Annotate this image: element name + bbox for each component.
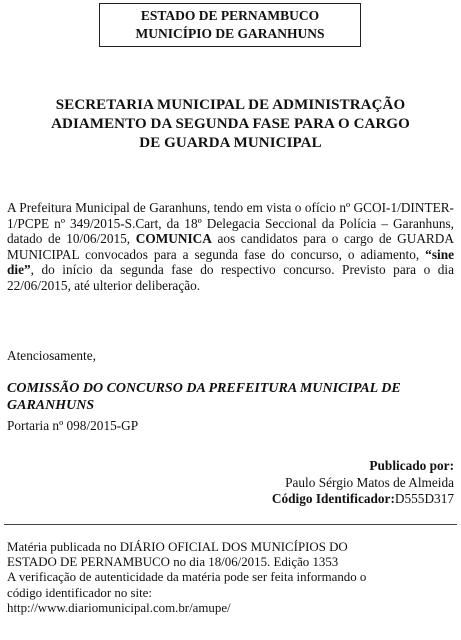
footer-line-2: ESTADO DE PERNAMBUCO no dia 18/06/2015. Edição 1353 — [7, 555, 339, 570]
announcement-body — [7, 200, 454, 293]
published-by-label: Publicado por: — [369, 458, 454, 473]
publisher-name: Paulo Sérgio Matos de Almeida — [285, 474, 454, 490]
body-text-part-1: A Prefeitura Municipal de Garanhuns, tendo em vista o ofício nº GCOI-1/DINTER-1/PCPE nº 349/2015-S.Cart, da 18º Delegacia Seccional da Polícia – Garanhuns, datado de 10/06/2015, — [7, 200, 454, 246]
closing-greeting: Atenciosamente, — [7, 348, 96, 363]
portaria-reference: Portaria nº 098/2015-GP — [7, 418, 139, 433]
state-name: ESTADO DE PERNAMBUCO — [140, 8, 320, 23]
title-line-3: DE GUARDA MUNICIPAL — [139, 135, 322, 151]
footer-line-4: código identificador no site: — [7, 585, 152, 600]
section-divider — [4, 524, 457, 525]
comunica-keyword: COMUNICA — [135, 231, 212, 246]
state-header — [99, 3, 361, 47]
footer-line-1: Matéria publicada no DIÁRIO OFICIAL DOS MUNICÍPIOS DO — [7, 540, 348, 554]
title-line-2: ADIAMENTO DA SEGUNDA FASE PARA O CARGO — [51, 116, 410, 132]
identifier-label: Código Identificador: — [271, 491, 395, 506]
commission-signature: COMISSÃO DO CONCURSO DA PREFEITURA MUNICIPAL DE GARANHUNS — [7, 381, 401, 413]
identifier-code: D555D317 — [394, 491, 454, 506]
municipality-name: MUNICÍPIO DE GARANHUNS — [135, 26, 325, 41]
publication-info — [272, 458, 454, 508]
identifier-line — [272, 491, 454, 508]
publication-footer — [7, 540, 447, 616]
footer-line-3: A verificação de autenticidade da matéria pode ser feita informando o — [7, 570, 367, 585]
document-title — [6, 96, 455, 153]
verification-url: http://www.diariomunicipal.com.br/amupe/ — [7, 600, 231, 615]
body-text-part-3: , do início da segunda fase do respectivo concurso. Previsto para o dia 22/06/2015, até ulterior deliberação. — [7, 262, 454, 293]
title-line-1: SECRETARIA MUNICIPAL DE ADMINISTRAÇÃO — [55, 97, 406, 113]
body-text-part-2: aos candidatos para o cargo de GUARDA MUNICIPAL convocados para a segunda fase do concurso, o adiamento, — [7, 231, 454, 262]
sine-die-term: “sine die” — [7, 246, 454, 277]
